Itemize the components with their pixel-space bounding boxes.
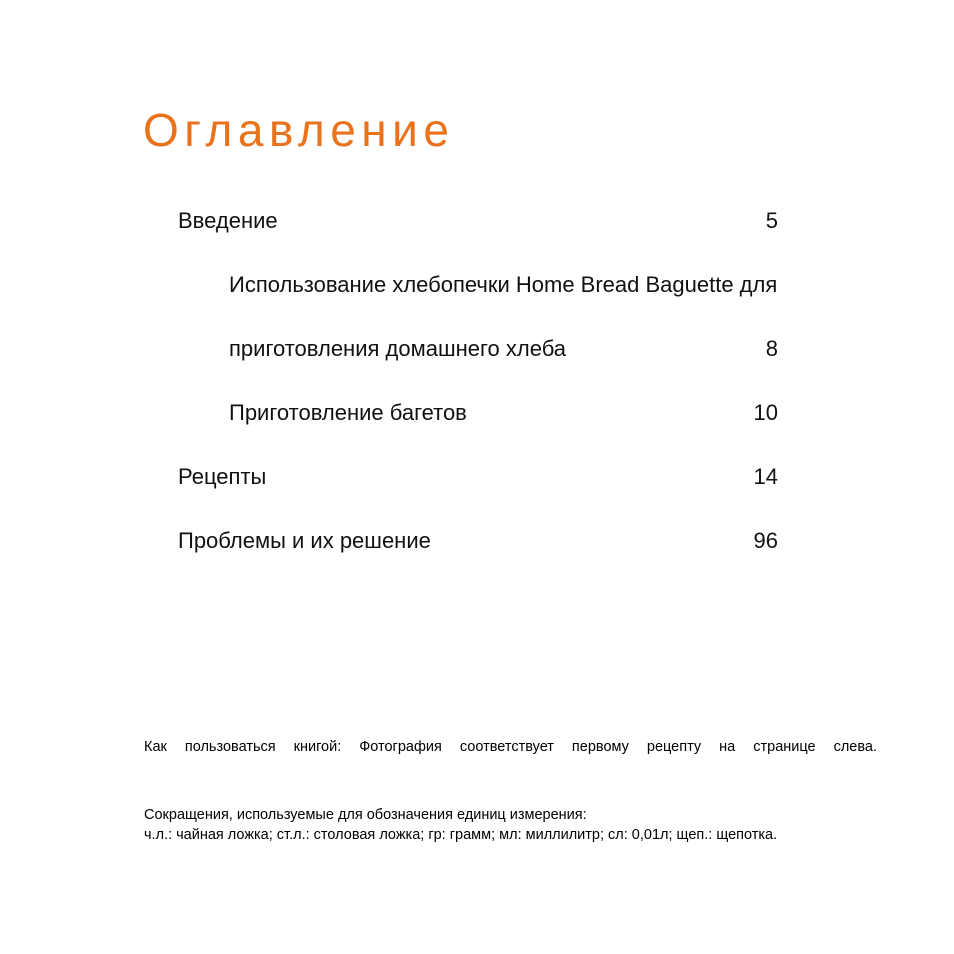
page-title: Оглавление	[143, 104, 455, 156]
abbreviations-heading: Сокращения, используемые для обозначения единиц измерения:	[144, 807, 587, 823]
toc-entry[interactable]	[178, 271, 778, 335]
abbreviations-note	[144, 806, 884, 845]
toc-entry-page-number: 8	[765, 336, 778, 361]
toc-entry-label: Рецепты	[178, 464, 267, 489]
toc-entry-label: Приготовление багетов	[229, 400, 467, 425]
toc-entry[interactable]	[178, 527, 778, 591]
usage-note: Как пользоваться книгой: Фотография соответствует первому рецепту на странице слева.	[144, 739, 877, 755]
toc-entry-page-number: 96	[753, 528, 778, 553]
toc-entry-label: Введение	[178, 208, 278, 233]
toc-entry[interactable]	[178, 207, 778, 271]
toc-entry-label: Использование хлебопечки Home Bread Baguette для	[229, 272, 778, 297]
table-of-contents	[178, 207, 778, 591]
toc-entry[interactable]	[178, 399, 778, 463]
toc-entry-label: приготовления домашнего хлеба	[229, 336, 567, 361]
toc-entry[interactable]	[178, 335, 778, 399]
toc-entry[interactable]	[178, 463, 778, 527]
toc-entry-page-number: 5	[765, 208, 778, 233]
toc-entry-page-number: 10	[753, 400, 778, 425]
toc-entry-page-number: 14	[753, 464, 778, 489]
toc-entry-label: Проблемы и их решение	[178, 528, 431, 553]
abbreviations-list: ч.л.: чайная ложка; ст.л.: столовая ложка; гр: грамм; мл: миллилитр; сл: 0,01л; щеп.: щепотка.	[144, 826, 778, 843]
